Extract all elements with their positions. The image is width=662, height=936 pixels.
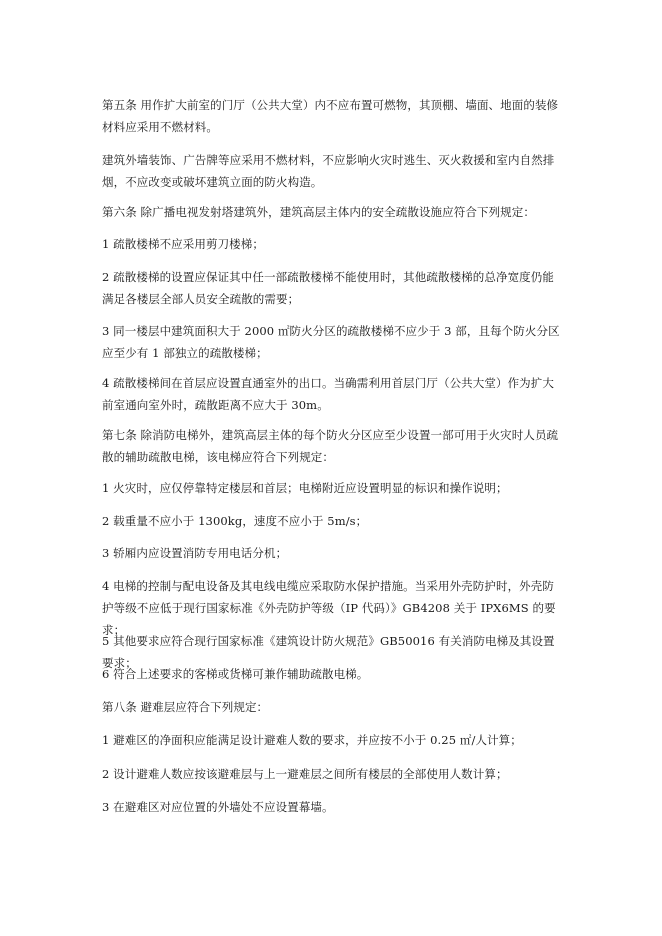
article-6-item-4: 4 疏散楼梯间在首层应设置直通室外的出口。当确需利用首层门厅（公共大堂）作为扩大前室通向室外时，疏散距离不应大于 30m。: [102, 376, 554, 412]
article-6-item-3: 3 同一楼层中建筑面积大于 2000 ㎡防火分区的疏散楼梯不应少于 3 部，且每个防火分区应至少有 1 部独立的疏散楼梯；: [102, 324, 560, 360]
article-7-item-5: 5 其他要求应符合现行国家标准《建筑设计防火规范》GB50016 有关消防电梯及其设置要求；: [102, 634, 555, 670]
article-8-item-1: 1 避难区的净面积应能满足设计避难人数的要求，并应按不小于 0.25 ㎡/人计算；: [102, 733, 522, 747]
article-5-heading: 第五条 用作扩大前室的门厅（公共大堂）内不应布置可燃物，其顶棚、墙面、地面的装修材料应采用不燃材料。: [102, 98, 559, 134]
article-7-item-4: 4 电梯的控制与配电设备及其电线电缆应采取防水保护措施。当采用外壳防护时，外壳防护等级不应低于现行国家标准《外壳防护等级（IP 代码）》GB4208 关于 IPX6MS 的要求；: [102, 579, 556, 637]
article-6-item-2: 2 疏散楼梯的设置应保证其中任一部疏散楼梯不能使用时，其他疏散楼梯的总净宽度仍能满足各楼层全部人员安全疏散的需要；: [102, 270, 554, 306]
article-8-item-3: 3 在避难区对应位置的外墙处不应设置幕墙。: [102, 800, 334, 814]
article-7-heading: 第七条 除消防电梯外，建筑高层主体的每个防火分区应至少设置一部可用于火灾时人员疏散的辅助疏散电梯，该电梯应符合下列规定：: [102, 428, 559, 464]
article-5-paragraph: 建筑外墙装饰、广告牌等应采用不燃材料，不应影响火灾时逃生、灭火救援和室内自然排烟，不应改变或破坏建筑立面的防火构造。: [102, 153, 555, 189]
article-7-item-3: 3 轿厢内应设置消防专用电话分机；: [102, 546, 288, 560]
article-6-heading: 第六条 除广播电视发射塔建筑外，建筑高层主体内的安全疏散设施应符合下列规定：: [102, 205, 535, 219]
article-7-item-2: 2 载重量不应小于 1300kg，速度不应小于 5m/s；: [102, 514, 368, 528]
article-8-heading: 第八条 避难层应符合下列规定：: [102, 700, 269, 714]
article-8-item-2: 2 设计避难人数应按该避难层与上一避难层之间所有楼层的全部使用人数计算；: [102, 767, 508, 781]
article-7-item-6: 6 符合上述要求的客梯或货梯可兼作辅助疏散电梯。: [102, 667, 369, 681]
article-7-item-1: 1 火灾时，应仅停靠特定楼层和首层；电梯附近应设置明显的标识和操作说明；: [102, 481, 508, 495]
article-6-item-1: 1 疏散楼梯不应采用剪刀楼梯；: [102, 237, 264, 251]
